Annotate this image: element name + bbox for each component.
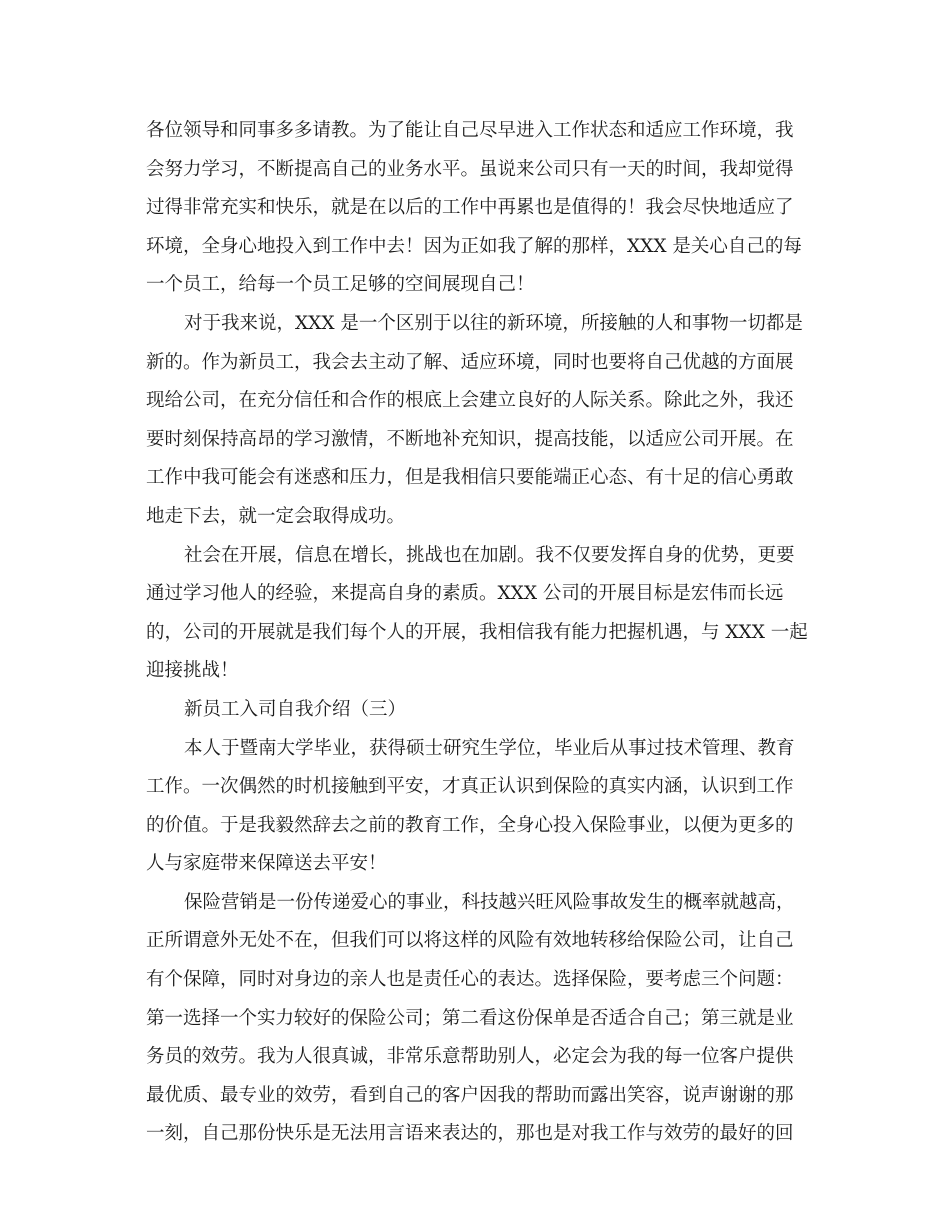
text-line: 保险营销是一份传递爱心的事业，科技越兴旺风险事故发生的概率就越高，: [184, 891, 795, 913]
text-line: 人与家庭带来保障送去平安！: [146, 853, 387, 875]
text-line: 新员工入司自我介绍（三）: [184, 698, 407, 720]
text-line: 一刻，自己那份快乐是无法用言语来表达的，那也是对我工作与效劳的最好的回: [146, 1123, 794, 1145]
text-line: 通过学习他人的经验，来提高自身的素质。XXX 公司的开展目标是宏伟而长远: [146, 583, 784, 605]
text-line: 各位领导和同事多多请教。为了能让自己尽早进入工作状态和适应工作环境，我: [146, 120, 794, 141]
text-line: 最优质、最专业的效劳，看到自己的客户因我的帮助而露出笑容，说声谢谢的那: [146, 1084, 794, 1106]
text-line: 过得非常充实和快乐，就是在以后的工作中再累也是值得的！我会尽快地适应了: [146, 197, 794, 219]
text-line: 会努力学习，不断提高自己的业务水平。虽说来公司只有一天的时间，我却觉得: [146, 158, 794, 180]
text-line: 工作。一次偶然的时机接触到平安，才真正认识到保险的真实内涵，认识到工作: [146, 776, 794, 798]
text-line: 本人于暨南大学毕业，获得硕士研究生学位，毕业后从事过技术管理、教育: [184, 737, 795, 759]
text-line: 社会在开展，信息在增长，挑战也在加剧。我不仅要发挥自身的优势，更要: [184, 544, 795, 566]
text-line: 对于我来说，XXX 是一个区别于以往的新环境，所接触的人和事物一切都是: [184, 312, 803, 334]
document-body: [146, 112, 806, 1154]
text-line: 一个员工，给每一个员工足够的空间展现自己！: [146, 274, 535, 296]
text-line: 迎接挑战！: [146, 660, 239, 682]
text-line: 务员的效劳。我为人很真诚，非常乐意帮助别人，必定会为我的每一位客户提供: [146, 1046, 794, 1068]
text-line: 地走下去，就一定会取得成功。: [146, 505, 406, 527]
text-line: 环境，全身心地投入到工作中去！因为正如我了解的那样，XXX 是关心自己的每: [146, 235, 802, 257]
text-line: 正所谓意外无处不在，但我们可以将这样的风险有效地转移给保险公司，让自己: [146, 930, 794, 952]
text-line: 要时刻保持高昂的学习激情，不断地补充知识，提高技能，以适应公司开展。在: [146, 428, 794, 450]
text-line: 第一选择一个实力较好的保险公司；第二看这份保单是否适合自己；第三就是业: [146, 1007, 794, 1029]
text-line: 新的。作为新员工，我会去主动了解、适应环境，同时也要将自己优越的方面展: [146, 351, 794, 373]
text-line: 现给公司，在充分信任和合作的根底上会建立良好的人际关系。除此之外，我还: [146, 390, 794, 412]
text-line: 工作中我可能会有迷惑和压力，但是我相信只要能端正心态、有十足的信心勇敢: [146, 467, 794, 489]
text-line: 的价值。于是我毅然辞去之前的教育工作，全身心投入保险事业，以便为更多的: [146, 814, 794, 836]
text-line: 的，公司的开展就是我们每个人的开展，我相信我有能力把握机遇，与 XXX 一起: [146, 621, 808, 643]
text-line: 有个保障，同时对身边的亲人也是责任心的表达。选择保险，要考虑三个问题：: [146, 969, 794, 991]
